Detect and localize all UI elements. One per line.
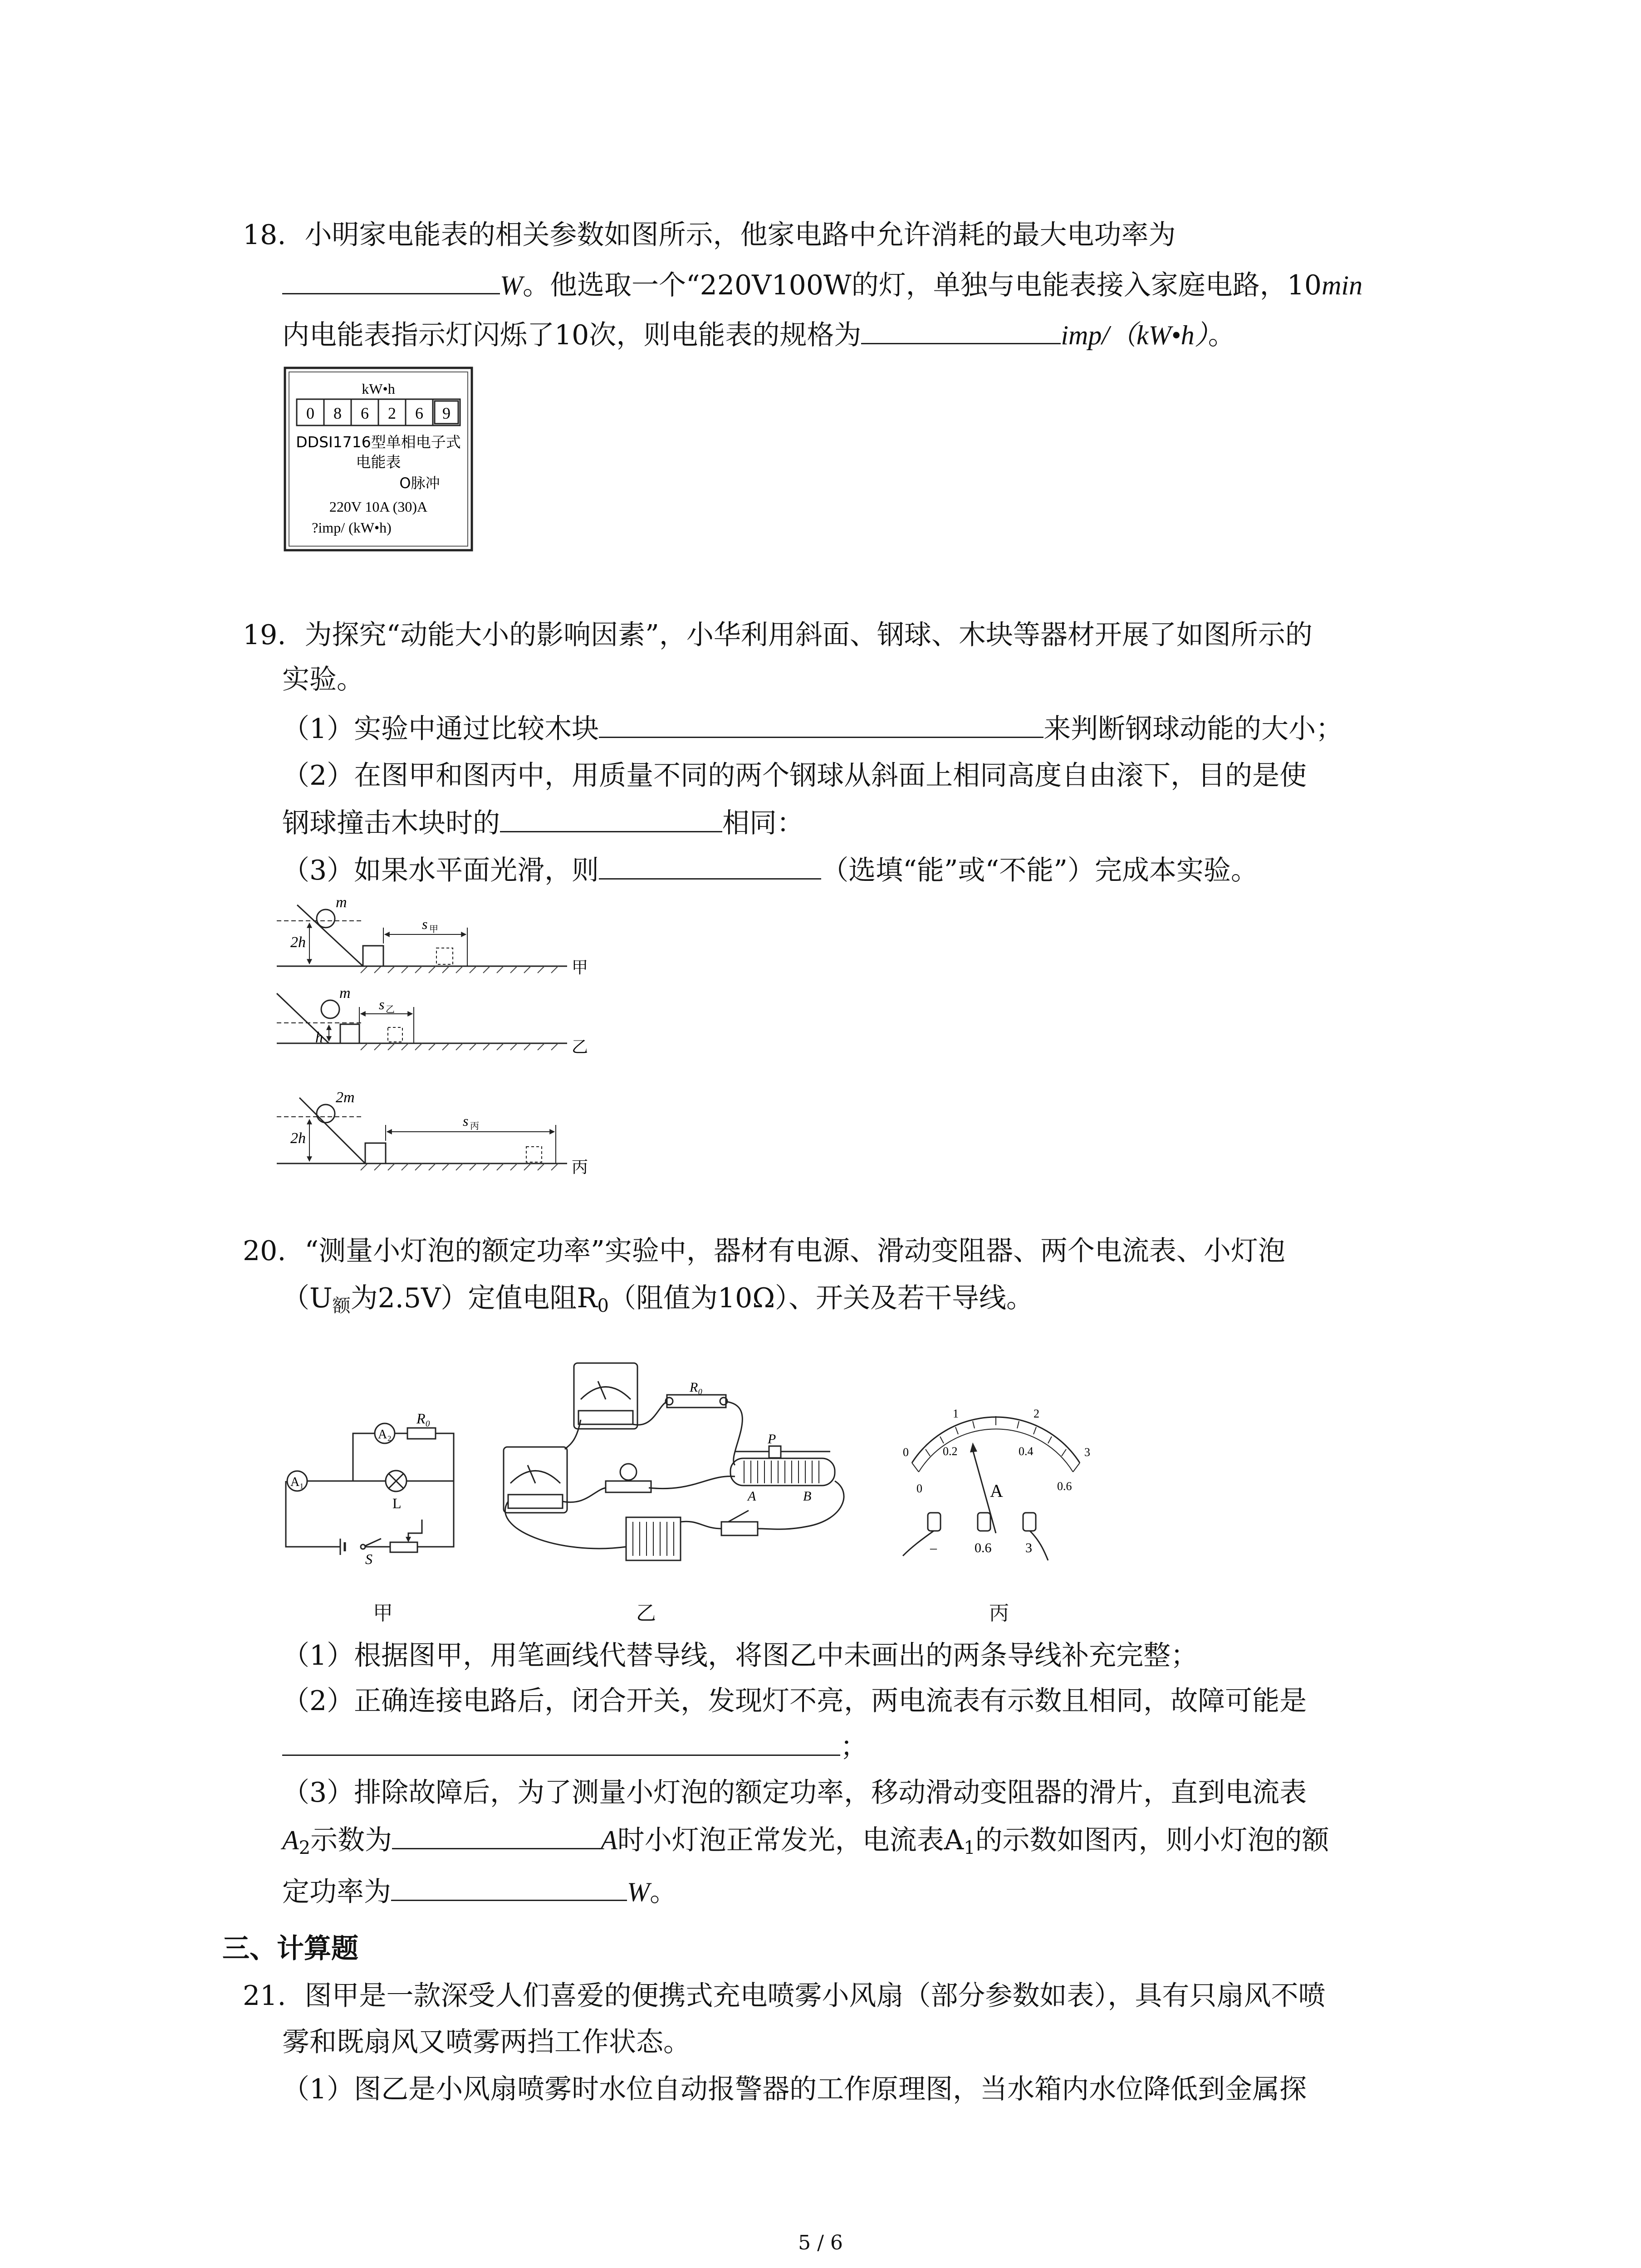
- q20-p3-end: 。: [649, 1876, 677, 1908]
- unit-imp: imp/（kW•h）: [1061, 320, 1208, 350]
- q19-blank-3[interactable]: [599, 852, 821, 880]
- q20-p3-text-2: 时小灯泡正常发光，电流表A: [617, 1824, 964, 1856]
- meter-rating: 220V 10A (30)A: [329, 499, 428, 515]
- q21-line2: 雾和既扇风又喷雾两挡工作状态。: [282, 2026, 691, 2058]
- q20-p3-text-3: 的示数如图丙，则小灯泡的额: [975, 1824, 1329, 1856]
- terminal-label: –: [930, 1540, 937, 1555]
- figure-label: 乙: [572, 1038, 588, 1056]
- section-heading: 三、计算题: [222, 1933, 358, 1965]
- wiring-r0-label: R₀: [690, 1380, 703, 1395]
- terminal-b-label: B: [803, 1489, 812, 1504]
- q20-p3-line2: [282, 1822, 1329, 1866]
- dial-tick-top: 3: [1084, 1446, 1090, 1459]
- q18-end: 。: [1208, 319, 1235, 351]
- meter-pulse: O脉冲: [399, 474, 440, 492]
- q19-blank-1[interactable]: [599, 710, 1043, 738]
- subscript: 2: [299, 1838, 311, 1858]
- q18-line2: [282, 267, 1362, 303]
- q19-number: 19.: [243, 619, 286, 651]
- q20-line1: [243, 1233, 1285, 1269]
- q18-text-2: 。他选取一个“220V100W的灯，单独与电能表接入家庭电路，10: [522, 269, 1322, 301]
- q20-p3: （3）排除故障后，为了测量小灯泡的额定功率，移动滑动变阻器的滑片，直到电流表: [282, 1777, 1307, 1809]
- q18-blank-1[interactable]: [282, 267, 500, 294]
- q19-p1-text-2: 来判断钢球动能的大小；: [1043, 713, 1343, 745]
- q19-p2-line1: （2）在图甲和图丙中，用质量不同的两个钢球从斜面上相同高度自由滚下，目的是使: [282, 760, 1307, 792]
- q19-p2-text: 钢球撞击木块时的: [282, 807, 500, 839]
- q20-blank-2[interactable]: [392, 1822, 601, 1849]
- q20-text-2b: 为2.5V）定值电阻R: [350, 1282, 598, 1314]
- meter-name: 电能表: [356, 453, 401, 471]
- meter-digit: 2: [388, 404, 396, 422]
- dial-tick-top: 0: [903, 1446, 909, 1459]
- label-distance: s: [422, 916, 428, 932]
- dial-tick-bottom: 0.2: [943, 1445, 958, 1458]
- label-mass: m: [339, 985, 351, 1002]
- label-height: 2h: [290, 934, 306, 951]
- q18-number: 18.: [243, 219, 286, 251]
- q19-blank-2[interactable]: [500, 805, 722, 832]
- figure-label: 甲: [572, 958, 588, 977]
- q20-text-2a: （U: [282, 1282, 333, 1314]
- circuit-diagram-jia: [272, 1411, 463, 1565]
- q19-figures: [272, 898, 599, 1184]
- meter-unit: kW•h: [362, 381, 395, 397]
- q19-text: 为探究“动能大小的影响因素”，小华利用斜面、钢球、木块等器材开展了如图所示的: [304, 619, 1313, 651]
- q19-p1: [282, 710, 1343, 747]
- meter-model: DDSI1716型单相电子式: [296, 433, 461, 451]
- q18-line3: [282, 317, 1235, 353]
- q20-p3-text-4: 定功率为: [282, 1876, 391, 1908]
- q20-p3-line3: [282, 1873, 677, 1910]
- wiring-figure-yi: [490, 1356, 889, 1569]
- q21-line3: （1）图乙是小风扇喷雾时水位自动报警器的工作原理图，当水箱内水位降低到金属探: [282, 2073, 1307, 2105]
- unit-w: W: [627, 1877, 650, 1907]
- dial-tick-bottom: 0.6: [1057, 1480, 1072, 1493]
- q20-p3-text: 示数为: [310, 1824, 392, 1856]
- q18-line1: [243, 217, 1176, 253]
- ammeter-a2-label: A₂: [378, 1427, 392, 1442]
- label-distance-sub: 丙: [470, 1121, 479, 1131]
- r0-label: R₀: [416, 1411, 431, 1427]
- dial-tick-top: 1: [953, 1407, 959, 1420]
- q19-p3: [282, 852, 1258, 889]
- label-mass: m: [336, 898, 347, 911]
- figure-jia: [277, 898, 588, 977]
- ammeter-a1-label: A₁: [290, 1475, 304, 1489]
- terminal-a-label: A: [748, 1489, 756, 1504]
- figure-label: 丙: [572, 1158, 588, 1177]
- meter-digit: 6: [361, 404, 369, 422]
- figure-bing: [277, 1089, 588, 1177]
- q20-p2: （2）正确连接电路后，闭合开关，发现灯不亮，两电流表有示数且相同，故障可能是: [282, 1685, 1307, 1717]
- electric-meter-figure: [284, 367, 473, 552]
- dial-tick-bottom: 0: [916, 1482, 922, 1495]
- q18-blank-2[interactable]: [861, 317, 1061, 344]
- q21-text: 图甲是一款深受人们喜爱的便携式充电喷雾小风扇（部分参数如表），具有只扇风不喷: [304, 1980, 1326, 2012]
- q19-p1-text: （1）实验中通过比较木块: [282, 713, 599, 745]
- label-distance: s: [463, 1113, 469, 1129]
- subscript: 1: [964, 1838, 975, 1858]
- q20-p2-end: ；: [840, 1731, 867, 1763]
- page-number: 5 / 6: [798, 2231, 843, 2254]
- label-distance-sub: 甲: [429, 924, 438, 934]
- q20-number: 20.: [243, 1235, 286, 1267]
- q19-line2: 实验。: [282, 664, 364, 695]
- q20-p2-blank-line: [282, 1728, 867, 1765]
- meter-digit: 6: [415, 404, 423, 422]
- label-distance-sub: 乙: [386, 1005, 395, 1015]
- figure-yi: [277, 985, 588, 1056]
- dial-tick-bottom: 0.4: [1019, 1445, 1034, 1458]
- q19-p3-text-2: （选填“能”或“不能”）完成本实验。: [821, 855, 1258, 886]
- switch-label: S: [365, 1551, 372, 1565]
- q19-line1: [243, 617, 1313, 653]
- q18-text-3: 内电能表指示灯闪烁了10次，则电能表的规格为: [282, 319, 862, 351]
- q18-text: 小明家电能表的相关参数如图所示，他家电路中允许消耗的最大电功率为: [304, 219, 1176, 251]
- q19-p2-text-2: 相同：: [722, 807, 804, 839]
- label-distance: s: [379, 996, 385, 1012]
- figure-label-bing: 丙: [989, 1602, 1009, 1625]
- lamp-label: L: [392, 1495, 402, 1511]
- label-height: 2h: [290, 1130, 306, 1147]
- q20-text-2c: （阻值为10Ω）、开关及若干导线。: [608, 1282, 1034, 1314]
- label-mass: 2m: [336, 1089, 355, 1106]
- terminal-label: 0.6: [975, 1540, 992, 1555]
- unit-min: min: [1322, 270, 1363, 300]
- meter-digit: 0: [306, 404, 314, 422]
- q19-p2-line2: [282, 805, 804, 841]
- meter-spec: ?imp/ (kW•h): [312, 519, 392, 536]
- label-height: h: [315, 1029, 323, 1046]
- ammeter-dial-bing: [885, 1383, 1112, 1565]
- slider-p-label: P: [768, 1432, 776, 1447]
- dial-unit: A: [990, 1481, 1003, 1501]
- q21-number: 21.: [243, 1980, 286, 2012]
- terminal-label: 3: [1025, 1540, 1032, 1555]
- meter-digit: 9: [442, 404, 451, 422]
- q19-p3-text: （3）如果水平面光滑，则: [282, 855, 599, 886]
- subscript: 0: [597, 1295, 609, 1316]
- meter-digit: 8: [333, 404, 342, 422]
- ammeter-symbol: A: [282, 1825, 299, 1855]
- q20-p1: （1）根据图甲，用笔画线代替导线，将图乙中未画出的两条导线补充完整；: [282, 1640, 1198, 1672]
- q20-text: “测量小灯泡的额定功率”实验中，器材有电源、滑动变阻器、两个电流表、小灯泡: [304, 1235, 1285, 1267]
- q20-line2: [282, 1280, 1034, 1324]
- subscript: 额: [332, 1295, 351, 1316]
- dial-tick-top: 2: [1034, 1407, 1039, 1420]
- unit-w: W: [500, 270, 523, 300]
- q20-blank-1[interactable]: [282, 1728, 840, 1756]
- unit-a: A: [601, 1825, 617, 1855]
- q20-blank-3[interactable]: [391, 1873, 627, 1901]
- figure-label-yi: 乙: [636, 1602, 656, 1625]
- q21-line1: [243, 1978, 1326, 2014]
- figure-label-jia: 甲: [373, 1602, 393, 1625]
